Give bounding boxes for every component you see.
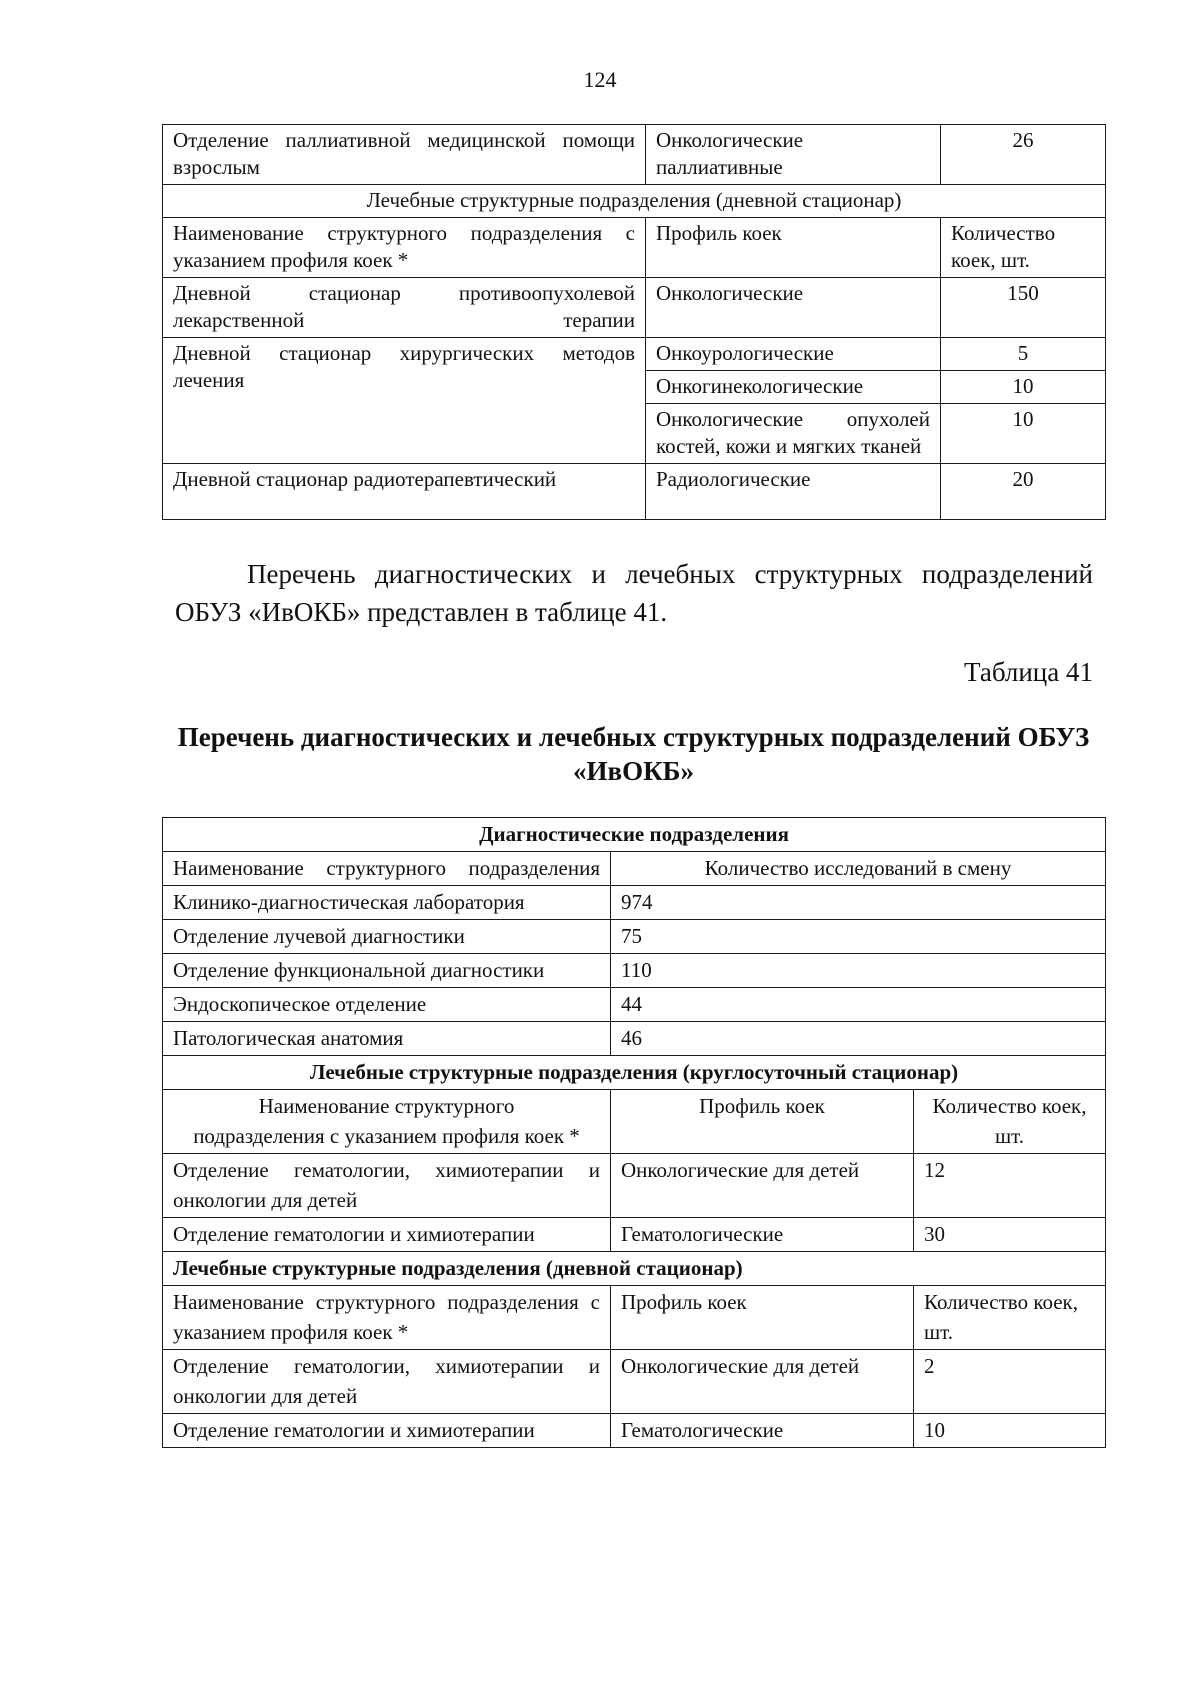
table-cell: 44 [611, 988, 1106, 1022]
table-cell: Отделение функциональной диагностики [163, 954, 611, 988]
table-cell: 30 [914, 1218, 1106, 1252]
table-section-row [163, 1056, 1106, 1090]
table-row [163, 954, 1106, 988]
table-cell: Онкологические для детей [611, 1154, 914, 1218]
table-cell: Отделение гематологии, химиотерапии и онкологии для детей [163, 1154, 611, 1218]
table-row [163, 125, 1106, 185]
table-cell: Онкоурологические [646, 338, 941, 371]
table-cell: 2 [914, 1350, 1106, 1414]
table-section-row [163, 185, 1106, 218]
table-cell: Отделение гематологии, химиотерапии и онкологии для детей [163, 1350, 611, 1414]
table-cell: 10 [914, 1414, 1106, 1448]
table-cell: Онкологические опухолей костей, кожи и мягких тканей [646, 404, 941, 464]
table-cell: 75 [611, 920, 1106, 954]
column-header: Наименование структурного подразделения с указанием профиля коек * [163, 1090, 611, 1154]
table-cell: Дневной стационар хирургических методов лечения [163, 338, 646, 464]
column-header: Количество коек, шт. [941, 218, 1106, 278]
table-cell: Отделение лучевой диагностики [163, 920, 611, 954]
column-header: Наименование структурного подразделения [163, 852, 611, 886]
table-cell: 10 [941, 404, 1106, 464]
table-41 [162, 817, 1106, 1448]
table-cell: Отделение гематологии и химиотерапии [163, 1218, 611, 1252]
table-section-row [163, 818, 1106, 852]
table-header-row [163, 1090, 1106, 1154]
table-cell: Патологическая анатомия [163, 1022, 611, 1056]
table-row [163, 1218, 1106, 1252]
table-row [163, 1022, 1106, 1056]
table-caption: Таблица 41 [964, 657, 1093, 687]
column-header: Профиль коек [611, 1090, 914, 1154]
table-cell: Онкологические для детей [611, 1350, 914, 1414]
table-cell: 12 [914, 1154, 1106, 1218]
page-number: 124 [583, 67, 617, 92]
table-row [163, 1414, 1106, 1448]
table-cell: Онкологические паллиативные [646, 125, 941, 185]
table-cell: Радиологические [646, 464, 941, 520]
table-row [163, 278, 1106, 338]
column-header: Профиль коек [646, 218, 941, 278]
table-header-row [163, 1286, 1106, 1350]
table-header-row [163, 852, 1106, 886]
table-cell: 150 [941, 278, 1106, 338]
table-row [163, 988, 1106, 1022]
table-cell: 974 [611, 886, 1106, 920]
table-row [163, 920, 1106, 954]
table-cell: Отделение гематологии и химиотерапии [163, 1414, 611, 1448]
table-continued [162, 124, 1106, 520]
column-header: Наименование структурного подразделения с указанием профиля коек * [163, 218, 646, 278]
table-header-row [163, 218, 1106, 278]
table-row [163, 1350, 1106, 1414]
table-cell: Эндоскопическое отделение [163, 988, 611, 1022]
table-row [163, 464, 1106, 520]
table-cell: Клинико-диагностическая лаборатория [163, 886, 611, 920]
section-heading: Лечебные структурные подразделения (дневной стационар) [163, 185, 1106, 218]
column-header: Количество исследований в смену [611, 852, 1106, 886]
table-row [163, 338, 1106, 371]
table-cell: 26 [941, 125, 1106, 185]
table-cell: Онкогинекологические [646, 371, 941, 404]
table-cell: Онкологические [646, 278, 941, 338]
table-cell: 110 [611, 954, 1106, 988]
table-cell: Дневной стационар противоопухолевой лекарственной терапии [163, 278, 646, 338]
column-header: Профиль коек [611, 1286, 914, 1350]
section-heading: Лечебные структурные подразделения (круглосуточный стационар) [163, 1056, 1106, 1090]
column-header: Наименование структурного подразделения с указанием профиля коек * [163, 1286, 611, 1350]
section-heading: Лечебные структурные подразделения (дневной стационар) [163, 1252, 1106, 1286]
section-heading: Диагностические подразделения [163, 818, 1106, 852]
table-title: Перечень диагностических и лечебных структурных подразделений ОБУЗ «ИвОКБ» [177, 722, 1090, 786]
table-row [163, 886, 1106, 920]
table-cell: 5 [941, 338, 1106, 371]
column-header: Количество коек, шт. [914, 1286, 1106, 1350]
table-cell: Гематологические [611, 1414, 914, 1448]
body-paragraph: Перечень диагностических и лечебных структурных подразделений ОБУЗ «ИвОКБ» представлен в таблице 41. [175, 559, 1093, 627]
table-cell: Гематологические [611, 1218, 914, 1252]
table-section-row [163, 1252, 1106, 1286]
table-cell: Дневной стационар радиотерапевтический [163, 464, 646, 520]
table-cell: 20 [941, 464, 1106, 520]
table-cell: Отделение паллиативной медицинской помощи взрослым [163, 125, 646, 185]
table-cell: 46 [611, 1022, 1106, 1056]
table-cell: 10 [941, 371, 1106, 404]
table-row [163, 1154, 1106, 1218]
column-header: Количество коек, шт. [914, 1090, 1106, 1154]
